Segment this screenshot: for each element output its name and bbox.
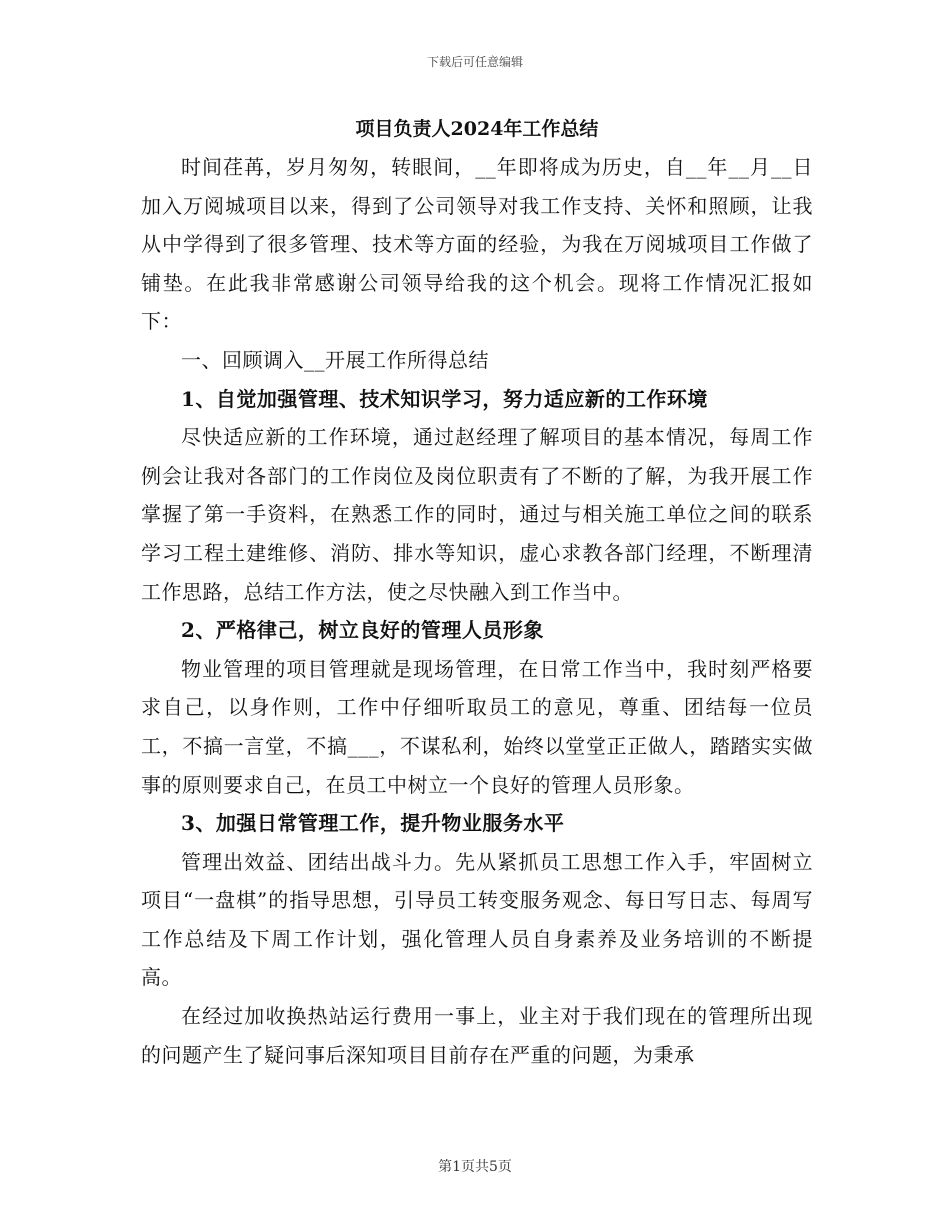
document-body: [141, 112, 813, 1074]
subheading-1: 1、自觉加强管理、技术知识学习，努力适应新的工作环境: [181, 386, 708, 411]
subheading-2: 2、严格律己，树立良好的管理人员形象: [181, 618, 544, 643]
paragraph-2: 物业管理的项目管理就是现场管理，在日常工作当中，我时刻严格要求自己，以身作则，工作中仔细听取员工的意见，尊重、团结每一位员工，不搞一言堂，不搞___，不谋私利，始终以堂堂正正做人，踏踏实实做事的原则要求自己，在员工中树立一个良好的管理人员形象。: [141, 656, 813, 797]
subheading-3: 3、加强日常管理工作，提升物业服务水平: [181, 811, 565, 836]
paragraph-3: 管理出效益、团结出战斗力。先从紧抓员工思想工作入手，牢固树立项目“一盘棋”的指导思想，引导员工转变服务观念、每日写日志、每周写工作总结及下周工作计划，强化管理人员自身素养及业务培训的不断提高。: [141, 849, 813, 990]
page-number: 第1页共5页: [438, 1159, 512, 1175]
intro-paragraph: 时间荏苒，岁月匆匆，转眼间，__年即将成为历史，自__年__月__日加入万阅城项目以来，得到了公司领导对我工作支持、关怀和照顾，让我从中学得到了很多管理、技术等方面的经验，为我在万阅城项目工作做了铺垫。在此我非常感谢公司领导给我的这个机会。现将工作情况汇报如下：: [141, 155, 813, 334]
document-title: 项目负责人2024年工作总结: [355, 118, 599, 140]
paragraph-4: 在经过加收换热站运行费用一事上，业主对于我们现在的管理所出现的问题产生了疑问事后深知项目目前存在严重的问题，为秉承: [141, 1004, 813, 1067]
section-heading-1: 一、回顾调入__开展工作所得总结: [181, 347, 489, 372]
paragraph-1: 尽快适应新的工作环境，通过赵经理了解项目的基本情况，每周工作例会让我对各部门的工作岗位及岗位职责有了不断的了解，为我开展工作掌握了第一手资料，在熟悉工作的同时，通过与相关施工单位之间的联系学习工程土建维修、消防、排水等知识，虚心求教各部门经理，不断理清工作思路，总结工作方法，使之尽快融入到工作当中。: [141, 425, 813, 604]
header-note: 下载后可任意编辑: [426, 55, 523, 69]
